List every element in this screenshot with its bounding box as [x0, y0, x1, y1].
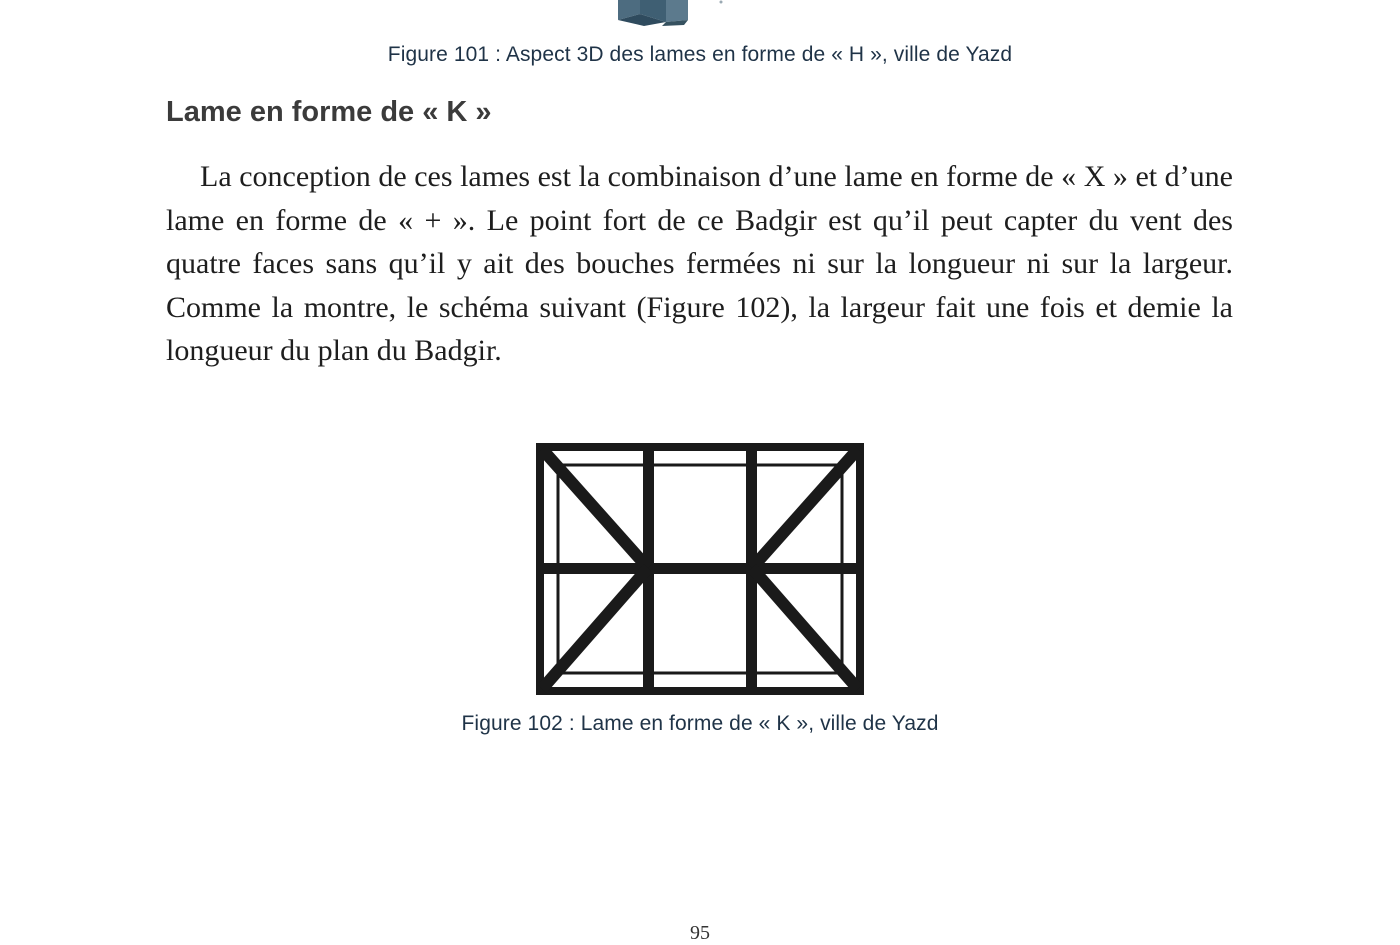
- page-number: 95: [690, 922, 710, 944]
- figure-101-caption: Figure 101 : Aspect 3D des lames en forme de « H », ville de Yazd: [387, 43, 1013, 66]
- body-paragraph: La conception de ces lames est la combinaison d’une lame en forme de « X » et d’une lame en forme de « + ». Le point fort de ce Badgir est qu’il peut capter du vent des quatre faces sans qu’il y ait des bouches fermées ni sur la longueur ni sur la largeur. Comme la montre, le schéma suivant (Figure 102), la largeur fait une fois et demie la longueur du plan du Badgir.: [166, 160, 1233, 367]
- section-heading: Lame en forme de « K »: [166, 96, 492, 128]
- figure-102-diagram: [536, 443, 864, 695]
- horizontal-blade: [536, 563, 864, 574]
- figure-102-caption: Figure 102 : Lame en forme de « K », ville de Yazd: [461, 712, 939, 735]
- figure-101-image: [618, 0, 728, 26]
